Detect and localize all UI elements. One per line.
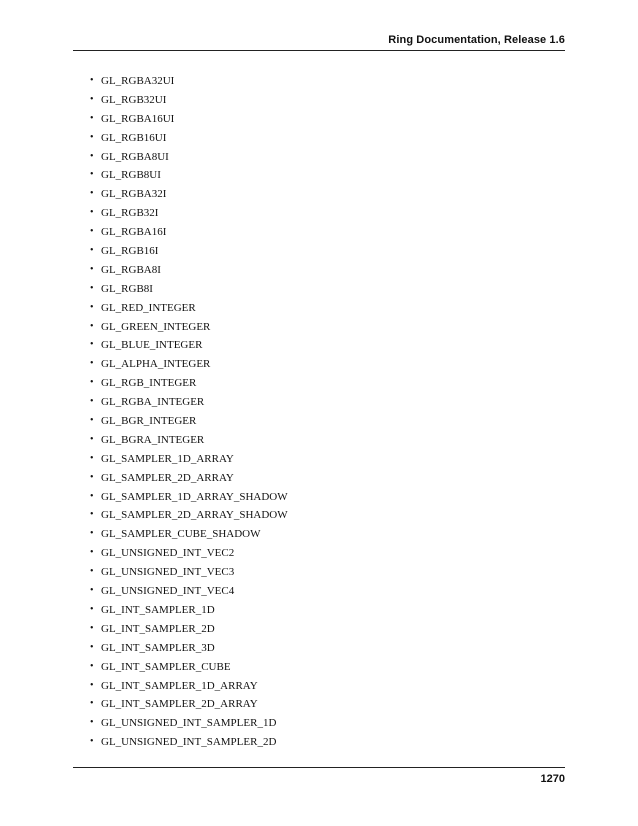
list-item: • GL_UNSIGNED_INT_SAMPLER_1D	[84, 714, 288, 733]
list-item: • GL_SAMPLER_2D_ARRAY	[84, 469, 288, 488]
list-item: • GL_SAMPLER_CUBE_SHADOW	[84, 525, 288, 544]
list-item: • GL_RGB8UI	[84, 166, 288, 185]
list-item: • GL_SAMPLER_1D_ARRAY	[84, 450, 288, 469]
list-item: • GL_BGR_INTEGER	[84, 412, 288, 431]
list-item: • GL_BGRA_INTEGER	[84, 431, 288, 450]
footer-rule	[73, 767, 565, 768]
list-item: • GL_INT_SAMPLER_1D_ARRAY	[84, 677, 288, 696]
constant-list	[84, 72, 288, 752]
list-item: • GL_RGBA8I	[84, 261, 288, 280]
list-item: • GL_UNSIGNED_INT_VEC4	[84, 582, 288, 601]
list-item: • GL_GREEN_INTEGER	[84, 318, 288, 337]
list-item: • GL_UNSIGNED_INT_VEC3	[84, 563, 288, 582]
list-item: • GL_INT_SAMPLER_1D	[84, 601, 288, 620]
page-number: 1270	[540, 773, 565, 785]
list-item: • GL_INT_SAMPLER_CUBE	[84, 658, 288, 677]
list-item: • GL_SAMPLER_1D_ARRAY_SHADOW	[84, 488, 288, 507]
list-item: • GL_RGBA16UI	[84, 110, 288, 129]
list-item: • GL_RGB8I	[84, 280, 288, 299]
list-item: • GL_RGBA32I	[84, 185, 288, 204]
list-item: • GL_UNSIGNED_INT_SAMPLER_2D	[84, 733, 288, 752]
list-item: • GL_RGBA_INTEGER	[84, 393, 288, 412]
list-item: • GL_BLUE_INTEGER	[84, 336, 288, 355]
list-item: • GL_INT_SAMPLER_2D_ARRAY	[84, 695, 288, 714]
list-item: • GL_RGB32UI	[84, 91, 288, 110]
list-item: • GL_RED_INTEGER	[84, 299, 288, 318]
list-item: • GL_INT_SAMPLER_2D	[84, 620, 288, 639]
list-item: • GL_RGBA16I	[84, 223, 288, 242]
list-item: • GL_ALPHA_INTEGER	[84, 355, 288, 374]
list-item: • GL_RGBA8UI	[84, 148, 288, 167]
list-item: • GL_INT_SAMPLER_3D	[84, 639, 288, 658]
list-item: • GL_RGB16I	[84, 242, 288, 261]
list-item: • GL_RGBA32UI	[84, 72, 288, 91]
header-rule	[73, 50, 565, 51]
list-item: • GL_RGB16UI	[84, 129, 288, 148]
list-item: • GL_RGB_INTEGER	[84, 374, 288, 393]
running-header: Ring Documentation, Release 1.6	[388, 34, 565, 46]
list-item: • GL_UNSIGNED_INT_VEC2	[84, 544, 288, 563]
list-item: • GL_SAMPLER_2D_ARRAY_SHADOW	[84, 506, 288, 525]
list-item: • GL_RGB32I	[84, 204, 288, 223]
